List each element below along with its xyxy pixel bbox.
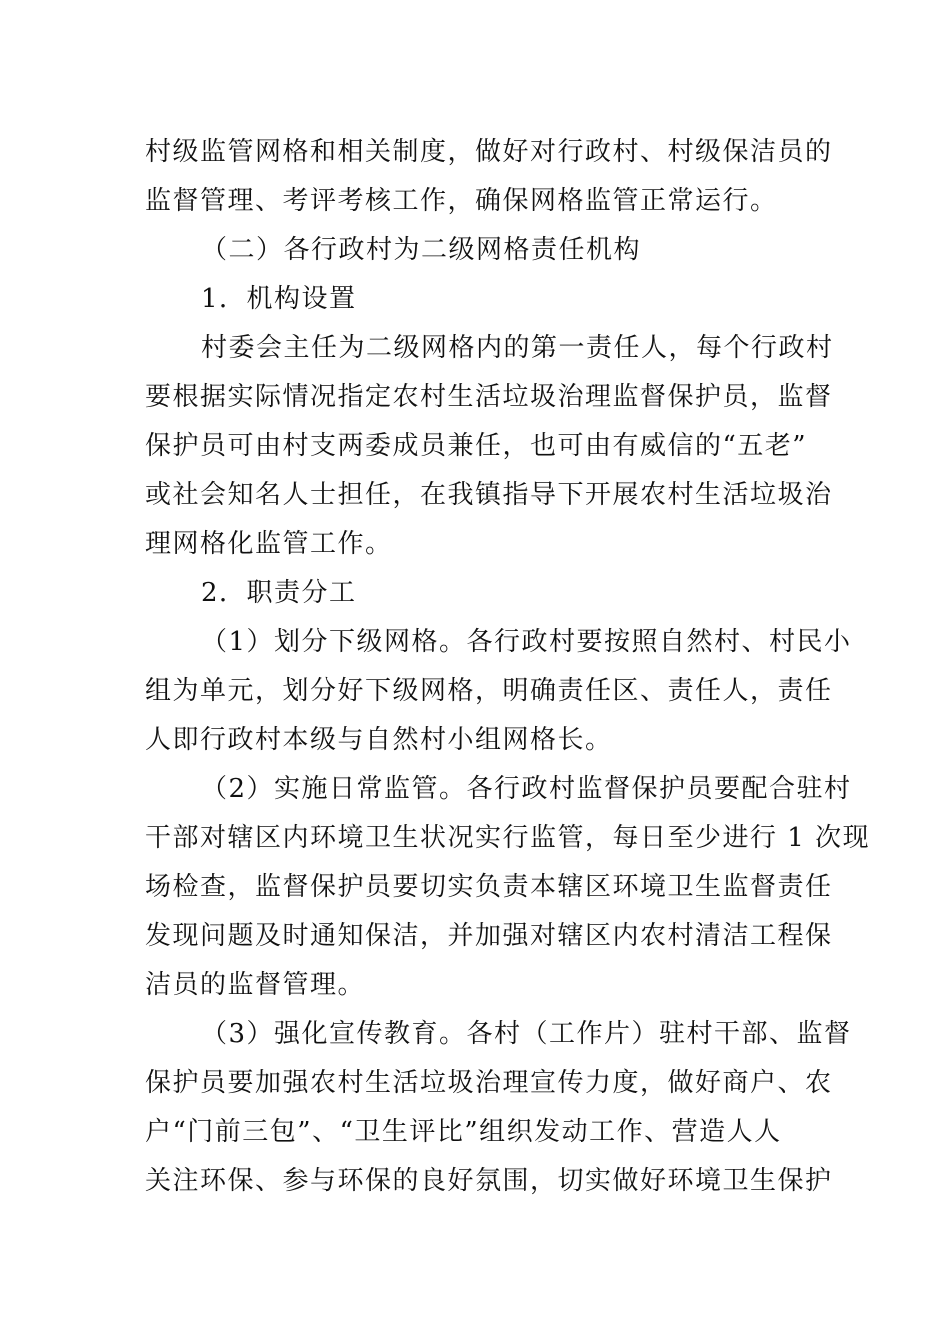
text-line: （1）划分下级网格。各行政村要按照自然村、村民小 bbox=[201, 627, 852, 657]
text-line: 组为单元，划分好下级网格，明确责任区、责任人，责任 bbox=[145, 676, 833, 706]
text-line: 关注环保、参与环保的良好氛围，切实做好环境卫生保护 bbox=[145, 1166, 833, 1196]
text-line: 或社会知名人士担任，在我镇指导下开展农村生活垃圾治 bbox=[145, 480, 833, 510]
text-line: 村委会主任为二级网格内的第一责任人，每个行政村 bbox=[201, 333, 834, 363]
text-line: 场检查，监督保护员要切实负责本辖区环境卫生监督责任 bbox=[145, 872, 833, 902]
text-line: 保护员可由村支两委成员兼任，也可由有威信的“五老” bbox=[145, 431, 808, 461]
document-body bbox=[145, 128, 871, 1206]
text-line: 保护员要加强农村生活垃圾治理宣传力度，做好商户、农 bbox=[145, 1068, 833, 1098]
subsection-heading: 1．机构设置 bbox=[201, 284, 357, 314]
text-line: 监督管理、考评考核工作，确保网格监管正常运行。 bbox=[145, 186, 778, 216]
text-line: 户“门前三包”、“卫生评比”组织发动工作、营造人人 bbox=[145, 1117, 782, 1147]
text-line: （2）实施日常监管。各行政村监督保护员要配合驻村 bbox=[201, 774, 852, 804]
text-line: （3）强化宣传教育。各村（工作片）驻村干部、监督 bbox=[201, 1019, 852, 1049]
text-line: 人即行政村本级与自然村小组网格长。 bbox=[145, 725, 613, 755]
text-line: 理网格化监管工作。 bbox=[145, 529, 393, 559]
text-line: 发现问题及时通知保洁，并加强对辖区内农村清洁工程保 bbox=[145, 921, 833, 951]
text-line: 要根据实际情况指定农村生活垃圾治理监督保护员，监督 bbox=[145, 382, 833, 412]
text-line: 村级监管网格和相关制度，做好对行政村、村级保洁员的 bbox=[145, 137, 833, 167]
section-heading: （二）各行政村为二级网格责任机构 bbox=[201, 235, 642, 265]
text-line: 洁员的监督管理。 bbox=[145, 970, 366, 1000]
text-line: 干部对辖区内环境卫生状况实行监管，每日至少进行 1 次现 bbox=[145, 823, 871, 853]
subsection-heading: 2．职责分工 bbox=[201, 578, 357, 608]
